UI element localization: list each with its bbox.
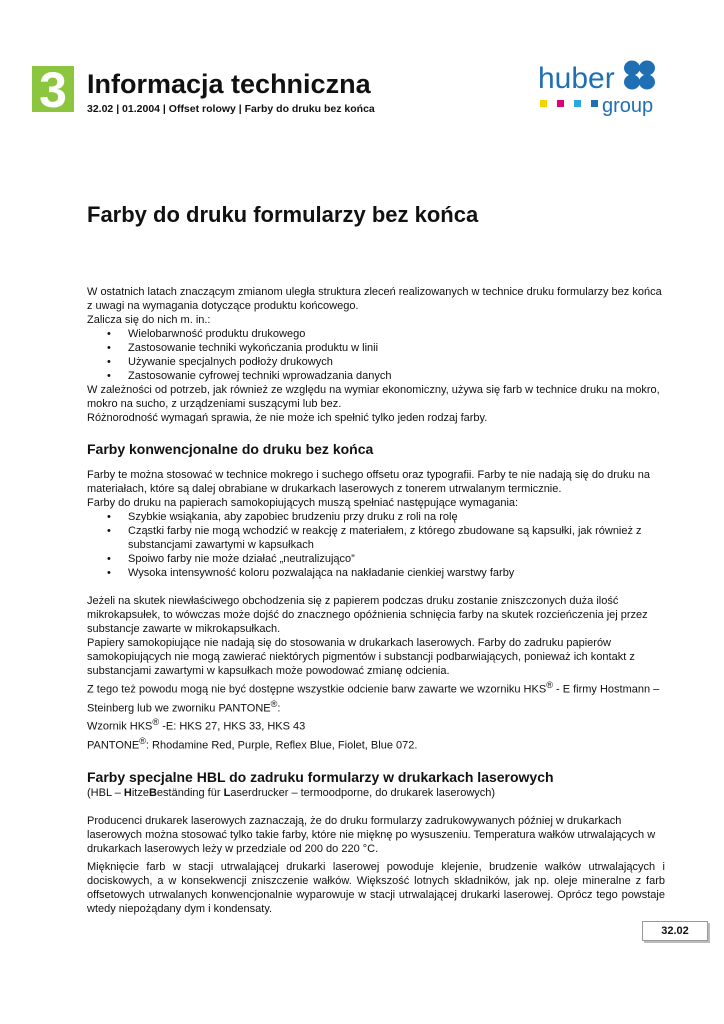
section-paragraph: Papiery samokopiujące nie nadają się do stosowania w drukarkach laserowych. Farby do zadruku papierów samokopiujących nie mogą zawierać niektórych pigmentów i substancji podbarwiających, ponieważ ich kontakt z substancjami zawartymi w kapsułkach może powodować zmianę odcienia. [87,637,635,677]
section-paragraph: PANTONE®: Rhodamine Red, Purple, Reflex Blue, Fiolet, Blue 072. [87,735,418,752]
list-item: • Cząstki farby nie mogą wchodzić w reakcję z materiałem, z którego zbudowane są kapsułki, jak również z substancjami zawartymi w kapsułkach [128,524,665,552]
list-item: • Zastosowanie techniki wykończania produktu w linii [128,341,665,355]
intro-paragraph: Zalicza się do nich m. in.: [87,314,211,326]
huber-group-logo [536,58,660,120]
section-subheading: (HBL – HitzeBeständing für Laserdrucker – termoodporne, do drukarek laserowych) [87,786,496,799]
document-title: Farby do druku formularzy bez końca [87,202,479,227]
section-paragraph: Z tego też powodu mogą nie być dostępne wszystkie odcienie barw zawarte we wzorniku HKS® - E firmy Hostmann – Steinberg lub we zworniku PANTONE®: [87,680,660,715]
section-heading: Farby specjalne HBL do zadruku formularzy w drukarkach laserowych [87,768,554,785]
chapter-number-badge [32,66,74,112]
list-item: • Zastosowanie cyfrowej techniki wprowadzania danych [128,369,665,383]
section-paragraph: Wzornik HKS® -E: HKS 27, HKS 33, HKS 43 [87,717,306,733]
list-item: • Wielobarwność produktu drukowego [128,327,665,341]
intro-paragraph: W ostatnich latach znaczącym zmianom uległa struktura zleceń realizowanych w technice druku formularzy bez końca z uwagi na wymagania dotyczące produktu końcowego. [87,286,662,312]
intro-paragraph: W zależności od potrzeb, jak również ze względu na wymiar ekonomiczny, używa się farb w technice druku na mokro, mokro na sucho, z urządzeniami suszącymi lub bez. [87,384,660,410]
section-paragraph: Mięknięcie farb w stacji utrwalającej drukarki laserowej powoduje klejenie, brudzenie wałków utrwalających i dociskowych, a w konsekwencji zniszczenie wałków. Większość lotnych składników, jak np. oleje mineralne z farb offsetowych utrwalanych konwencjonalnie wyparowuje w stacji utrwalającej drukarki laserowej. Oprócz tego powstaje wtedy niepożądany dym i kondensaty. [87,860,665,915]
svg-text:group: group [602,95,654,117]
intro-list [87,327,665,383]
document-body [87,285,665,916]
svg-text:huber: huber [538,62,615,95]
list-item: • Używanie specjalnych podłoży drukowych [128,355,665,369]
section-paragraph: Farby do druku na papierach samokopiujących muszą spełniać następujące wymagania: [87,497,519,509]
page-subtitle: 32.02 | 01.2004 | Offset rolowy | Farby do druku bez końca [87,103,375,115]
page-title: Informacja techniczna [87,69,371,99]
chapter-number: 3 [39,66,67,112]
section-heading: Farby konwencjonalne do druku bez końca [87,441,374,457]
section-paragraph: Producenci drukarek laserowych zaznaczają, że do druku formularzy zadrukowywanych później w drukarkach laserowych można stosować tylko takie farby, które nie mięknę po wysuszeniu. Temperatura wałków utrwalających w drukarkach laserowych leży w przedziale od 200 do 220 °C. [87,814,656,855]
requirements-list [87,510,665,580]
page-number: 32.02 [642,921,708,941]
list-item: • Spoiwo farby nie może działać „neutralizująco” [128,552,665,566]
section-paragraph: Farby te można stosować w technice mokrego i suchego offsetu oraz typografii. Farby te nie nadają się do druku na materiałach, które są dalej obrabiane w drukarkach laserowych z tonerem utrwalanym termicznie. [87,469,650,495]
section-paragraph: Jeżeli na skutek niewłaściwego obchodzenia się z papierem podczas druku zostanie zniszczonych duża ilość mikrokapsułek, to wówczas może dojść do znacznego opóźnienia schnięcia farby na skutek rozcieńczenia jej przez substancje zawarte w mikrokapsułkach. [87,595,648,635]
list-item: • Wysoka intensywność koloru pozwalająca na nakładanie cienkiej warstwy farby [128,566,665,580]
list-item: • Szybkie wsiąkania, aby zapobiec brudzeniu przy druku z roli na rolę [128,510,665,524]
intro-paragraph: Różnorodność wymagań sprawia, że nie może ich spełnić tylko jeden rodzaj farby. [87,412,488,424]
